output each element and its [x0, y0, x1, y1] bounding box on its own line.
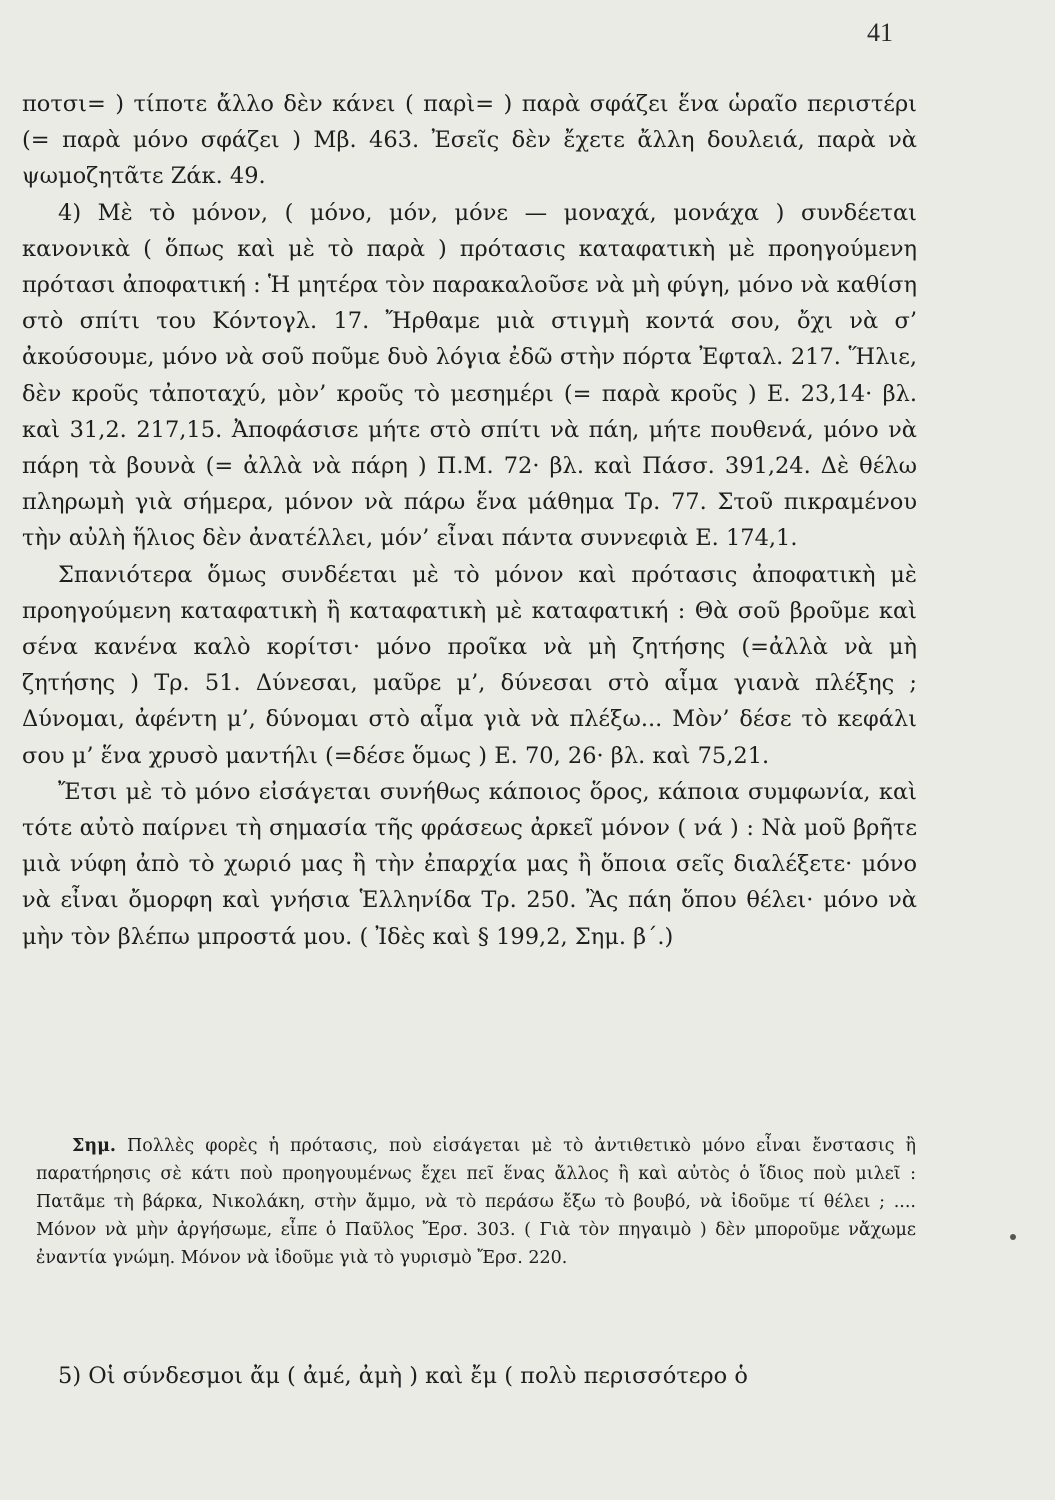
paragraph-condition: Ἔτσι μὲ τὸ μόνο εἰσάγεται συνήθως κάποιος ὅρος, κάποια συμφωνία, καὶ τότε αὐτὸ παίρνει τὴ σημασία τῆς φράσεως ἀρκεῖ μόνον ( νά ) : Νὰ μοῦ βρῆτε μιὰ νύφη ἀπὸ τὸ χωριό μας ἢ τὴν ἐπαρχία μας ἢ ὅποια σεῖς διαλέξετε· μόνο νὰ εἶναι ὄμορφη καὶ γνήσια Ἑλληνίδα Τρ. 250. Ἂς πάη ὅπου θέλει· μόνο νὰ μὴν τὸν βλέπω μπροστά μου. ( Ἰδὲς καὶ § 199,2, Σημ. β΄.) — [22, 778, 917, 950]
page-number: 41 — [867, 18, 893, 47]
main-text — [22, 86, 917, 955]
next-section — [22, 1358, 917, 1394]
paragraph-section-5: 5) Οἱ σύνδεσμοι ἄμ ( ἀμέ, ἀμὴ ) καὶ ἔμ ( πολὺ περισσότερο ὁ — [58, 1363, 748, 1389]
paragraph-section-4: 4) Μὲ τὸ μόνον, ( μόνο, μόν, μόνε — μοναχά, μονάχα ) συνδέεται κανονικὰ ( ὅπως καὶ μὲ τὸ παρὰ ) πρότασις καταφατικὴ μὲ προηγούμενη πρότασι ἀποφατική : Ἡ μητέρα τὸν παρακαλοῦσε νὰ μὴ φύγη, μόνο νὰ καθίση στὸ σπίτι του Κόντογλ. 17. Ἤρθαμε μιὰ στιγμὴ κοντά σου, ὄχι νὰ σ’ ἀκούσουμε, μόνο νὰ σοῦ ποῦμε δυὸ λόγια ἐδῶ στὴν πόρτα Ἐφταλ. 217. Ἥλιε, δὲν κροῦς τἀποταχύ, μὸν’ κροῦς τὸ μεσημέρι (= παρὰ κροῦς ) Ε. 23,14· βλ. καὶ 31,2. 217,15. Ἀποφάσισε μήτε στὸ σπίτι νὰ πάη, μήτε πουθενά, μόνο νὰ πάρη τὰ βουνὰ (= ἀλλὰ νὰ πάρη ) Π.Μ. 72· βλ. καὶ Πάσσ. 391,24. Δὲ θέλω πληρωμὴ γιὰ σήμερα, μόνον νὰ πάρω ἕνα μάθημα Τρ. 77. Στοῦ πικραμένου τὴν αὐλὴ ἥλιος δὲν ἀνατέλλει, μόν’ εἶναι πάντα συννεφιὰ Ε. 174,1. — [22, 199, 917, 552]
footnote — [36, 1132, 916, 1272]
paragraph-rarer-usage: Σπανιότερα ὅμως συνδέεται μὲ τὸ μόνον καὶ πρότασις ἀποφατικὴ μὲ προηγούμενη καταφατικὴ ἢ καταφατικὴ μὲ καταφατική : Θὰ σοῦ βροῦμε καὶ σένα κανένα καλὸ κορίτσι· μόνο προῖκα νὰ μὴ ζητήσης (=ἀλλὰ νὰ μὴ ζητήσης ) Τρ. 51. Δύνεσαι, μαῦρε μ’, δύνεσαι στὸ αἷμα γιανὰ πλέξης ; Δύνομαι, ἀφέντη μ’, δύνομαι στὸ αἷμα γιὰ νὰ πλέξω... Μὸν’ δέσε τὸ κεφάλι σου μ’ ἕνα χρυσὸ μαντήλι (=δέσε ὅμως ) Ε. 70, 26· βλ. καὶ 75,21. — [22, 561, 917, 769]
ink-dot-mark — [1010, 1234, 1016, 1240]
footnote-label: Σημ. — [72, 1136, 116, 1156]
paragraph-continuation: ποτσι= ) τίποτε ἄλλο δὲν κάνει ( παρὶ= ) παρὰ σφάζει ἕνα ὡραῖο περιστέρι (= παρὰ μόνο σφάζει ) Μβ. 463. Ἐσεῖς δὲν ἔχετε ἄλλη δουλειά, παρὰ νὰ ψωμοζητᾶτε Ζάκ. 49. — [22, 91, 917, 190]
footnote-text: Πολλὲς φορὲς ἡ πρότασις, ποὺ εἰσάγεται μὲ τὸ ἀντιθετικὸ μόνο εἶναι ἔνστασις ἢ παρατήρησις σὲ κάτι ποὺ προηγουμένως ἔχει πεῖ ἕνας ἄλλος ἢ καὶ αὐτὸς ὁ ἴδιος ποὺ μιλεῖ : Πατᾶμε τὴ βάρκα, Νικολάκη, στὴν ἄμμο, νὰ τὸ περάσω ἔξω τὸ βουβό, νὰ ἰδοῦμε τί θέλει ; .... Μόνον νὰ μὴν ἀργήσωμε, εἶπε ὁ Παῦλος Ἔρσ. 303. ( Γιὰ τὸν πηγαιμὸ ) δὲν μποροῦμε νἄχωμε ἐναντία γνώμη. Μόνον νὰ ἰδοῦμε γιὰ τὸ γυρισμὸ Ἔρσ. 220. — [36, 1136, 916, 1268]
footnote-paragraph — [36, 1132, 916, 1272]
